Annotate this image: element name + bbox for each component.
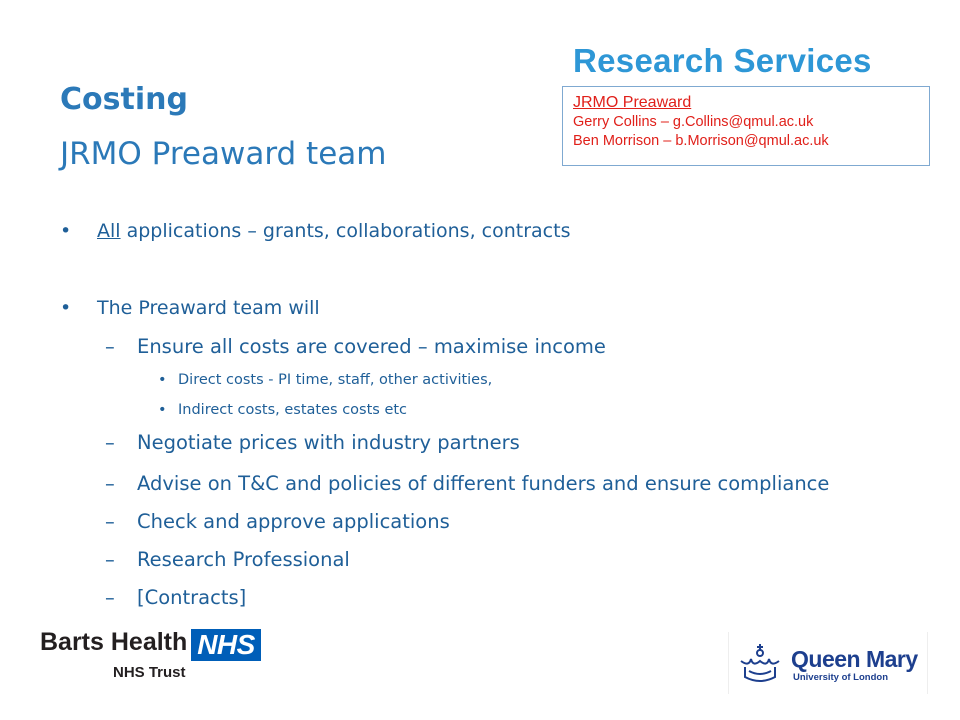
item-check-approve: Check and approve applications: [137, 510, 450, 533]
item-research-professional: Research Professional: [137, 548, 350, 571]
dash-marker: –: [105, 510, 115, 533]
dash-marker: –: [105, 548, 115, 571]
dash-marker: –: [105, 335, 115, 358]
bullet-marker: •: [158, 402, 167, 418]
slide-subtitle: JRMO Preaward team: [60, 136, 387, 172]
contact-line-ben: Ben Morrison – b.Morrison@qmul.ac.uk: [573, 133, 829, 149]
subitem-direct-costs: Direct costs - PI time, staff, other activities,: [178, 372, 493, 388]
bullet-all-underlined: All: [97, 220, 121, 242]
queen-mary-logo: [728, 632, 928, 694]
bullet-marker: •: [158, 372, 167, 388]
research-services-heading: Research Services: [573, 42, 872, 79]
dash-marker: –: [105, 586, 115, 609]
dash-marker: –: [105, 472, 115, 495]
queen-mary-name: Queen Mary: [791, 646, 918, 672]
bullet-preaward-team: The Preaward team will: [97, 297, 320, 319]
nhs-trust-label: NHS Trust: [113, 664, 186, 681]
item-negotiate-prices: Negotiate prices with industry partners: [137, 431, 520, 454]
bullet-all-rest: applications – grants, collaborations, contracts: [120, 220, 571, 242]
bullet-all-applications: [97, 220, 570, 242]
item-contracts: [Contracts]: [137, 586, 247, 609]
subitem-indirect-costs: Indirect costs, estates costs etc: [178, 402, 408, 418]
contact-heading[interactable]: JRMO Preaward: [573, 94, 692, 111]
bullet-marker: •: [60, 220, 72, 242]
barts-health-name: Barts Health: [40, 628, 188, 656]
item-advise-tc: Advise on T&C and policies of different funders and ensure compliance: [137, 472, 830, 495]
item-ensure-costs: Ensure all costs are covered – maximise income: [137, 335, 606, 358]
queen-mary-university: University of London: [793, 672, 888, 683]
slide-title: Costing: [60, 82, 188, 117]
nhs-badge: NHS: [191, 629, 261, 661]
dash-marker: –: [105, 431, 115, 454]
contact-line-gerry: Gerry Collins – g.Collins@qmul.ac.uk: [573, 114, 814, 130]
bullet-marker: •: [60, 297, 72, 319]
queen-mary-crest-icon: [737, 641, 783, 687]
contact-box: [562, 86, 930, 166]
